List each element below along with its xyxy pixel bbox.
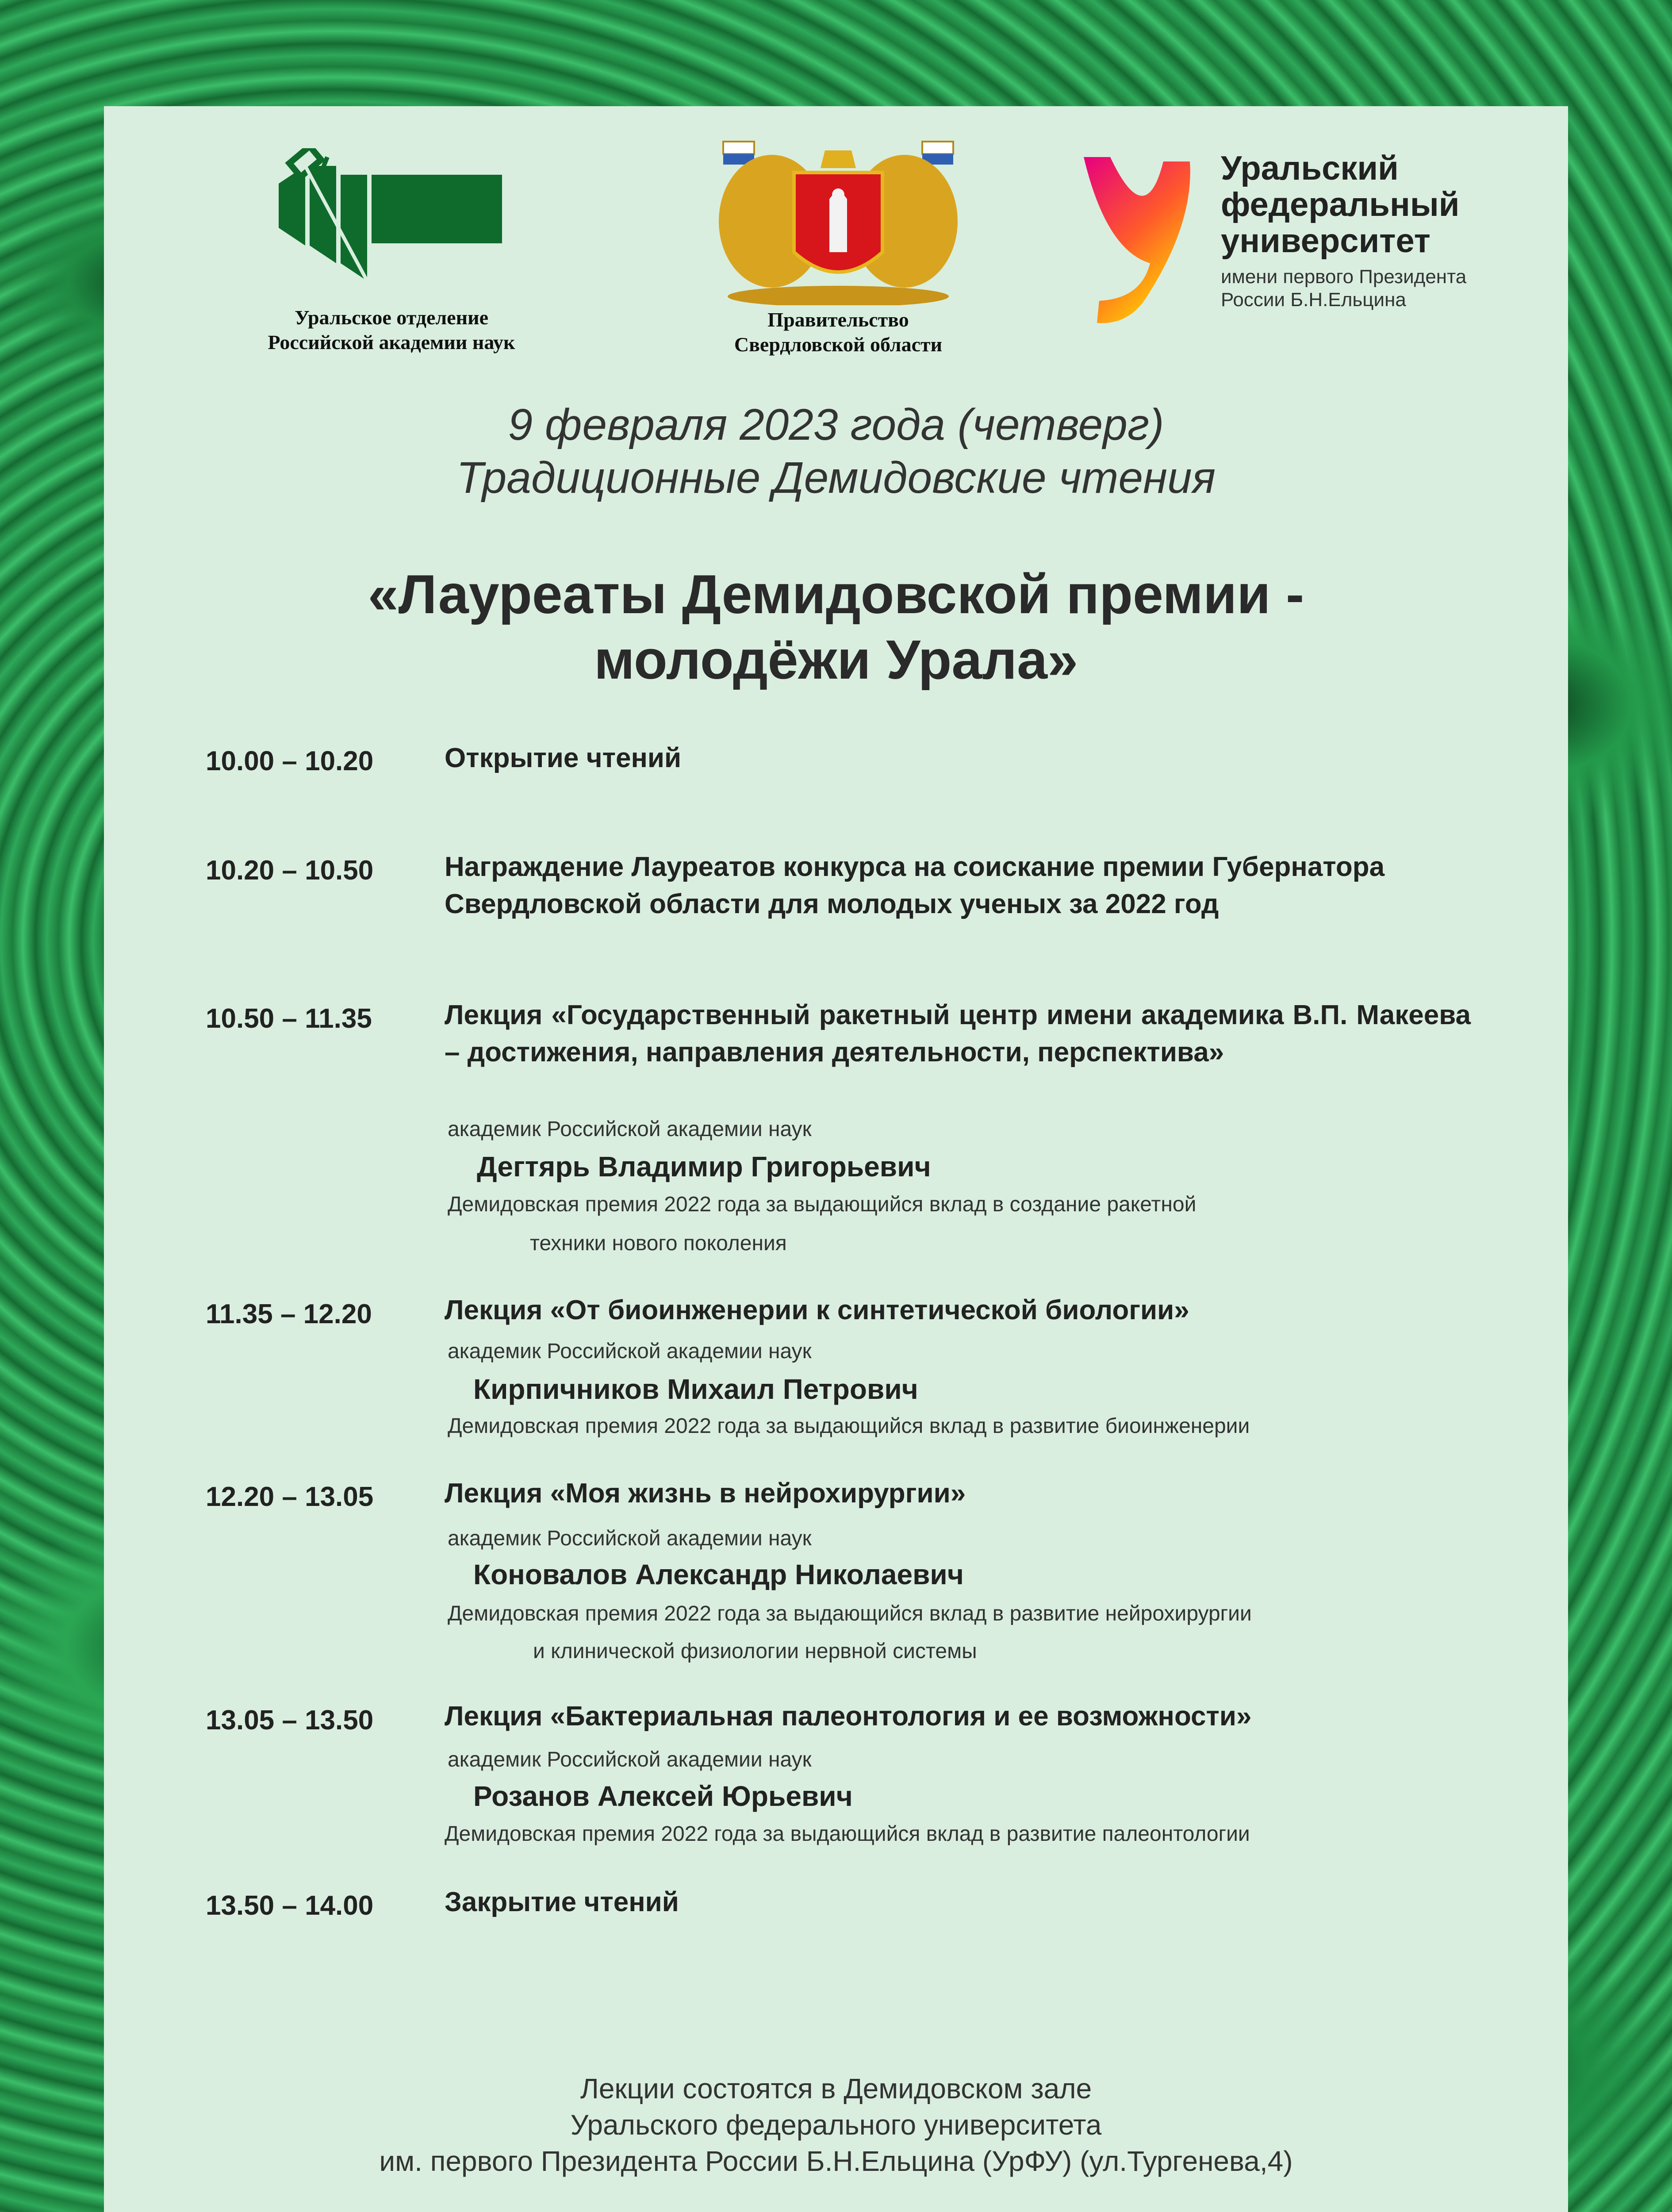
prize-line: Демидовская премия 2022 года за выдающийся вклад в создание ракетной <box>448 1193 1196 1216</box>
prize-line: Демидовская премия 2022 года за выдающийся вклад в развитие нейрохирургии <box>448 1602 1252 1625</box>
urfu-name-line3: университет <box>1221 222 1430 260</box>
urfu-logo-icon <box>1079 153 1203 330</box>
speaker-affiliation: академик Российской академии наук <box>448 1118 812 1141</box>
venue-line2: Уральского федерального университета <box>570 2109 1102 2141</box>
speaker-affiliation: академик Российской академии наук <box>448 1527 812 1550</box>
event-title: Лекция «Государственный ракетный центр имени академика В.П. Макеева – достижения, направления деятельности, перспектива» <box>445 1000 1471 1068</box>
time-slot: 12.20 – 13.05 <box>206 1482 374 1512</box>
ras-caption-line2: Российской академии наук <box>268 331 515 353</box>
event-name: Традиционные Демидовские чтения <box>456 453 1216 503</box>
speaker-affiliation: академик Российской академии наук <box>448 1748 812 1771</box>
gov-caption-line2: Свердловской области <box>734 333 943 356</box>
title-line2: молодёжи Урала» <box>594 630 1078 691</box>
event-date: 9 февраля 2023 года (четверг) <box>508 400 1164 449</box>
urfu-sub-line1: имени первого Президента <box>1221 266 1467 288</box>
urfu-name-line1: Уральский <box>1221 150 1399 187</box>
speaker-name: Коновалов Александр Николаевич <box>473 1559 964 1590</box>
event-title: Лекция «Моя жизнь в нейрохирургии» <box>445 1478 966 1509</box>
speaker-name: Кирпичников Михаил Петрович <box>473 1373 918 1405</box>
time-slot: 11.35 – 12.20 <box>206 1299 372 1329</box>
time-slot: 10.00 – 10.20 <box>206 746 374 776</box>
event-title: Лекция «Бактериальная палеонтология и ее возможности» <box>445 1701 1252 1732</box>
time-slot: 10.50 – 11.35 <box>206 1003 372 1034</box>
time-slot: 13.50 – 14.00 <box>206 1890 374 1921</box>
speaker-affiliation: академик Российской академии наук <box>448 1340 812 1363</box>
venue-info <box>104 2070 1568 2179</box>
prize-line: и клинической физиологии нервной системы <box>533 1640 977 1663</box>
speaker-name: Розанов Алексей Юрьевич <box>473 1780 853 1812</box>
ras-logo-icon <box>279 148 504 294</box>
event-title: Закрытие чтений <box>445 1887 679 1917</box>
time-slot: 10.20 – 10.50 <box>206 855 374 886</box>
event-title: Открытие чтений <box>445 743 682 773</box>
event-title: Лекция «От биоинженерии к синтетической биологии» <box>445 1295 1189 1325</box>
title-line1: «Лауреаты Демидовской премии - <box>368 564 1304 625</box>
urfu-sub-line2: России Б.Н.Ельцина <box>1221 289 1406 311</box>
prize-line: Демидовская премия 2022 года за выдающийся вклад в развитие биоинженерии <box>448 1414 1250 1438</box>
coat-of-arms-icon <box>706 133 971 305</box>
ras-caption-line1: Уральское отделение <box>294 306 489 329</box>
venue-line3: им. первого Президента России Б.Н.Ельцина (УрФУ) (ул.Тургенева,4) <box>379 2145 1293 2177</box>
prize-line: Демидовская премия 2022 года за выдающийся вклад в развитие палеонтологии <box>445 1822 1250 1846</box>
prize-line: техники нового поколения <box>530 1232 787 1255</box>
event-title: Награждение Лауреатов конкурса на соискание премии Губернатора Свердловской области для молодых ученых за 2022 год <box>445 852 1385 919</box>
venue-line1: Лекции состоятся в Демидовском зале <box>580 2073 1092 2104</box>
gov-caption-line1: Правительство <box>767 308 909 331</box>
speaker-name: Дегтярь Владимир Григорьевич <box>477 1151 931 1183</box>
time-slot: 13.05 – 13.50 <box>206 1705 374 1736</box>
urfu-name-line2: федеральный <box>1221 186 1460 223</box>
